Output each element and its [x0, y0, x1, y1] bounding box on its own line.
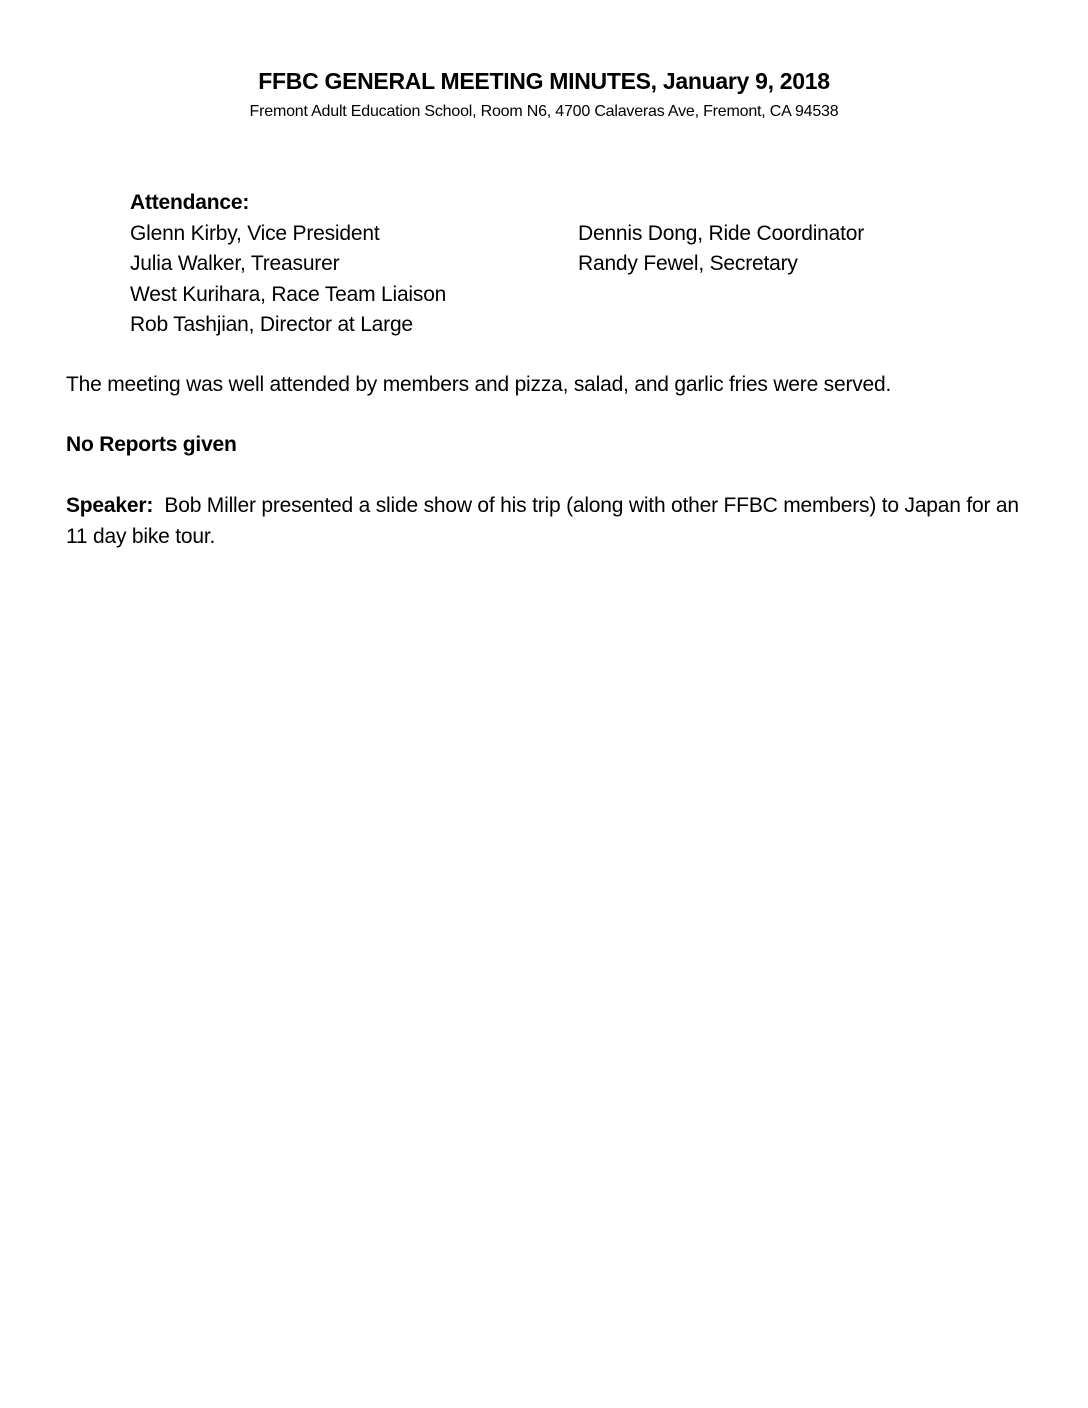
reports-note: No Reports given: [66, 433, 237, 456]
attendee: Dennis Dong, Ride Coordinator: [578, 221, 865, 245]
attendee: Julia Walker, Treasurer: [130, 252, 340, 275]
speaker-paragraph: [66, 491, 1026, 552]
attendee: Glenn Kirby, Vice President: [130, 221, 380, 245]
speaker-text: Bob Miller presented a slide show of his trip (along with other FFBC members) to Japan for an 11 day bike tour.: [66, 494, 1019, 548]
attendance-right-column: [578, 219, 950, 341]
document-title: FFBC GENERAL MEETING MINUTES, January 9, 2018: [258, 68, 830, 94]
attendance-section: [130, 188, 950, 341]
speaker-label: Speaker:: [66, 494, 154, 517]
attendance-columns: [130, 219, 950, 341]
attendance-heading: Attendance:: [130, 191, 250, 214]
attendee: West Kurihara, Race Team Liaison: [130, 282, 447, 306]
attendance-left-column: [130, 219, 578, 341]
attendee: Rob Tashjian, Director at Large: [130, 313, 413, 336]
meeting-note: The meeting was well attended by members and pizza, salad, and garlic fries were served.: [66, 373, 892, 396]
meeting-location: Fremont Adult Education School, Room N6, 4700 Calaveras Ave, Fremont, CA 94538: [249, 103, 839, 120]
attendee: Randy Fewel, Secretary: [578, 252, 798, 275]
